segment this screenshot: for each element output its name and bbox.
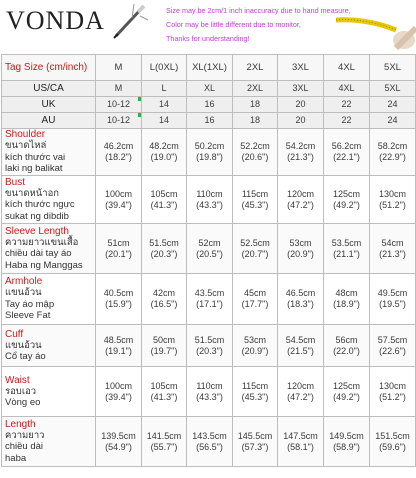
value-cm: 54.5cm	[285, 334, 316, 345]
region-label: US/CA	[2, 81, 96, 97]
measurement-label	[2, 224, 96, 274]
measurement-cell	[278, 176, 324, 224]
value-inch: (49.2")	[333, 391, 360, 402]
measurement-cell	[233, 325, 278, 367]
size-equivalent-cell: 20	[278, 113, 324, 129]
measurement-cell	[187, 417, 233, 467]
value-cm: 53.5cm	[331, 237, 362, 248]
value-cm: 105cm	[150, 380, 178, 391]
measurement-name: Shoulder	[5, 129, 46, 141]
value-inch: (17.1")	[196, 299, 223, 309]
measurement-translation: ขนาดไหล่	[5, 140, 47, 152]
value-cm: 120cm	[286, 188, 314, 199]
value-inch: (45.3")	[241, 391, 269, 402]
measurement-cell	[96, 176, 142, 224]
value-cm: 139.5cm	[101, 430, 136, 441]
value-inch: (51.2")	[379, 391, 406, 402]
measurement-name: Sleeve Length	[5, 225, 69, 237]
measurement-cell	[370, 274, 416, 325]
measurement-translation: ความยาว	[5, 429, 45, 441]
value-inch: (19.1")	[105, 345, 132, 356]
measurement-cell	[187, 367, 233, 417]
measurement-translation: haba	[5, 452, 27, 464]
size-equivalent-cell: 22	[324, 113, 370, 129]
value-inch: (56.5")	[196, 441, 223, 452]
brand-logo: VONDA	[6, 6, 105, 35]
measurement-cell	[233, 176, 278, 224]
value-inch: (22.6")	[379, 345, 406, 356]
measurement-cell	[142, 274, 187, 325]
size-notes	[166, 4, 351, 46]
tag-size-cell: XL(1XL)	[187, 55, 233, 81]
size-equivalent-cell: L	[142, 81, 187, 97]
value-inch: (39.4")	[105, 199, 132, 210]
measurement-cell	[187, 274, 233, 325]
measurement-row	[2, 129, 416, 176]
measurement-row	[2, 325, 416, 367]
value-inch: (21.3")	[379, 248, 406, 259]
value-inch: (41.3")	[150, 391, 178, 402]
value-inch: (19.0")	[150, 152, 178, 162]
measurement-cell	[324, 325, 370, 367]
value-inch: (20.9")	[241, 345, 269, 356]
measurement-label	[2, 367, 96, 417]
value-inch: (18.9")	[333, 299, 360, 309]
note-line: Thanks for understanding!	[166, 34, 250, 43]
measurement-cell	[233, 417, 278, 467]
value-cm: 145.5cm	[237, 430, 273, 441]
value-inch: (21.1")	[333, 248, 360, 259]
tag-size-cell: 3XL	[278, 55, 324, 81]
value-inch: (43.3")	[196, 199, 223, 210]
measurement-cell	[324, 274, 370, 325]
value-cm: 49.5cm	[377, 288, 408, 298]
value-cm: 54cm	[381, 237, 404, 248]
value-cm: 50.2cm	[194, 141, 225, 151]
size-equivalent-cell: 4XL	[324, 81, 370, 97]
value-cm: 54.2cm	[285, 141, 316, 151]
size-equivalent-cell: 10-12	[96, 113, 142, 129]
size-equivalent-cell: 18	[233, 113, 278, 129]
value-inch: (18.2")	[105, 152, 132, 162]
measurement-cell	[370, 417, 416, 467]
value-cm: 125cm	[332, 188, 360, 199]
value-inch: (22.9")	[379, 152, 406, 162]
size-equivalent-cell: 24	[370, 97, 416, 113]
tag-size-label: Tag Size (cm/inch)	[2, 55, 96, 81]
value-cm: 51.5cm	[194, 334, 225, 345]
measurement-row	[2, 417, 416, 467]
value-inch: (16.5")	[150, 299, 178, 309]
value-inch: (20.5")	[196, 248, 223, 259]
tag-size-row	[2, 55, 416, 81]
measurement-cell	[278, 417, 324, 467]
measurement-cell	[142, 176, 187, 224]
measurement-cell	[142, 129, 187, 176]
value-inch: (19.8")	[196, 152, 223, 162]
measurement-cell	[278, 224, 324, 274]
value-cm: 42cm	[152, 288, 175, 298]
size-equivalent-row	[2, 81, 416, 97]
value-cm: 149.5cm	[329, 430, 364, 441]
value-inch: (58.9")	[333, 441, 360, 452]
size-equivalent-cell: 16	[187, 97, 233, 113]
measurement-label	[2, 274, 96, 325]
value-inch: (20.3")	[196, 345, 223, 356]
value-inch: (20.9")	[287, 248, 314, 259]
measurement-cell	[96, 274, 142, 325]
value-inch: (59.6")	[379, 441, 406, 452]
size-equivalent-cell: 16	[187, 113, 233, 129]
value-cm: 45cm	[243, 288, 266, 298]
value-inch: (47.2")	[287, 391, 314, 402]
measurement-cell	[324, 224, 370, 274]
value-inch: (43.3")	[196, 391, 223, 402]
measurement-cell	[96, 224, 142, 274]
value-cm: 115cm	[241, 188, 269, 199]
size-equivalent-cell: 2XL	[233, 81, 278, 97]
size-equivalent-cell: XL	[187, 81, 233, 97]
measurement-translation: Sleeve Fat	[5, 310, 51, 322]
value-inch: (19.5")	[379, 299, 406, 309]
value-inch: (55.7")	[150, 441, 178, 452]
value-cm: 120cm	[286, 380, 314, 391]
tag-size-cell: L(0XL)	[142, 55, 187, 81]
value-inch: (22.1")	[333, 152, 360, 162]
measurement-translation: chiều dài tay áo	[5, 248, 72, 260]
measurement-translation: Tay áo mập	[5, 298, 55, 310]
measuring-tape-icon	[336, 0, 416, 54]
measurement-translation: ความยาวแขนเสื้อ	[5, 236, 79, 248]
measurement-cell	[324, 176, 370, 224]
measurement-cell	[324, 367, 370, 417]
tag-size-cell: 5XL	[370, 55, 416, 81]
measurement-translation: ขนาดหน้าอก	[5, 187, 60, 199]
value-cm: 51cm	[107, 237, 130, 248]
measurement-translation: kích thước ngực	[5, 199, 75, 211]
measurement-name: Armhole	[5, 276, 43, 288]
measurement-cell	[142, 367, 187, 417]
value-cm: 53cm	[243, 334, 266, 345]
measurement-translation: chiều dài	[5, 441, 44, 453]
value-inch: (49.2")	[333, 199, 360, 210]
measurement-translation: sukat ng dibdib	[5, 210, 69, 222]
size-equivalent-row	[2, 113, 416, 129]
size-equivalent-cell: 5XL	[370, 81, 416, 97]
value-cm: 43.5cm	[194, 288, 225, 298]
measurement-cell	[370, 325, 416, 367]
measurement-translation: Haba ng Manggas	[5, 259, 83, 271]
measurement-name: Waist	[5, 374, 30, 386]
measurement-cell	[278, 274, 324, 325]
value-cm: 46.2cm	[103, 141, 134, 151]
measurement-translation: รอบเอว	[5, 385, 37, 397]
size-equivalent-cell: 14	[142, 113, 187, 129]
value-inch: (20.1")	[105, 248, 132, 259]
measurement-label	[2, 129, 96, 176]
value-cm: 40.5cm	[103, 288, 134, 298]
value-inch: (22.0")	[333, 345, 360, 356]
measurement-cell	[233, 274, 278, 325]
region-label: UK	[2, 97, 96, 113]
value-cm: 115cm	[241, 380, 269, 391]
value-cm: 130cm	[378, 188, 406, 199]
size-equivalent-cell: 14	[142, 97, 187, 113]
size-equivalent-cell: 22	[324, 97, 370, 113]
value-cm: 48.2cm	[149, 141, 179, 151]
size-equivalent-cell: M	[96, 81, 142, 97]
measurement-cell	[233, 367, 278, 417]
measurement-cell	[187, 224, 233, 274]
value-cm: 130cm	[378, 380, 406, 391]
value-cm: 56.2cm	[331, 141, 362, 151]
measurement-name: Cuff	[5, 328, 24, 340]
tag-size-cell: 4XL	[324, 55, 370, 81]
measurement-translation: kích thước vai	[5, 151, 66, 163]
measurement-row	[2, 176, 416, 224]
value-inch: (54.9")	[105, 441, 132, 452]
value-inch: (47.2")	[287, 199, 314, 210]
size-equivalent-cell: 18	[233, 97, 278, 113]
value-cm: 125cm	[332, 380, 360, 391]
measurement-row	[2, 224, 416, 274]
header	[0, 0, 416, 54]
value-inch: (45.3")	[241, 199, 269, 210]
size-equivalent-cell: 10-12	[96, 97, 142, 113]
value-cm: 48cm	[335, 288, 358, 298]
value-inch: (19.7")	[150, 345, 178, 356]
value-cm: 141.5cm	[146, 430, 182, 441]
region-label: AU	[2, 113, 96, 129]
pen-icon	[110, 2, 150, 42]
value-cm: 52cm	[198, 237, 221, 248]
measurement-name: Bust	[5, 176, 26, 188]
measurement-cell	[96, 129, 142, 176]
value-inch: (21.3")	[287, 152, 314, 162]
measurement-cell	[233, 224, 278, 274]
value-inch: (41.3")	[150, 199, 178, 210]
value-cm: 58.2cm	[377, 141, 408, 151]
value-inch: (15.9")	[105, 299, 132, 309]
value-cm: 57.5cm	[377, 334, 408, 345]
value-cm: 100cm	[104, 188, 132, 199]
measurement-cell	[278, 325, 324, 367]
value-inch: (58.1")	[287, 441, 314, 452]
value-cm: 53cm	[289, 237, 312, 248]
value-cm: 151.5cm	[375, 430, 410, 441]
size-equivalent-cell: 20	[278, 97, 324, 113]
measurement-row	[2, 367, 416, 417]
value-inch: (17.7")	[241, 299, 269, 309]
measurement-cell	[278, 367, 324, 417]
value-cm: 100cm	[104, 380, 132, 391]
measurement-cell	[142, 224, 187, 274]
measurement-translation: Cổ tay áo	[5, 351, 46, 362]
measurement-translation: Vòng eo	[5, 397, 41, 408]
value-cm: 52.5cm	[240, 237, 270, 248]
value-inch: (20.7")	[241, 248, 269, 259]
measurement-translation: แขนอ้วน	[5, 339, 42, 351]
measurement-label	[2, 325, 96, 367]
value-cm: 51.5cm	[149, 237, 179, 248]
measurement-cell	[187, 325, 233, 367]
measurement-cell	[187, 129, 233, 176]
value-cm: 110cm	[196, 380, 223, 391]
measurement-translation: laki ng balikat	[5, 163, 63, 175]
value-cm: 52.2cm	[240, 141, 270, 151]
measurement-cell	[142, 417, 187, 467]
measurement-label	[2, 417, 96, 467]
measurement-cell	[96, 417, 142, 467]
value-inch: (20.6")	[241, 152, 269, 162]
value-cm: 143.5cm	[192, 430, 227, 441]
value-inch: (21.5")	[287, 345, 314, 356]
value-inch: (51.2")	[379, 199, 406, 210]
size-equivalent-row	[2, 97, 416, 113]
measurement-row	[2, 274, 416, 325]
measurement-cell	[370, 224, 416, 274]
tag-size-cell: M	[96, 55, 142, 81]
value-cm: 147.5cm	[283, 430, 318, 441]
measurement-translation: แขนอ้วน	[5, 287, 42, 299]
value-cm: 50cm	[152, 334, 175, 345]
measurement-label	[2, 176, 96, 224]
value-cm: 46.5cm	[285, 288, 316, 298]
value-cm: 48.5cm	[103, 334, 134, 345]
note-line: Size may be 2cm/1 inch inaccuracy due to hand measure,	[166, 6, 351, 15]
measurement-cell	[370, 367, 416, 417]
measurement-cell	[96, 325, 142, 367]
measurement-name: Length	[5, 418, 36, 430]
value-inch: (20.3")	[150, 248, 178, 259]
size-chart-table	[1, 54, 416, 467]
measurement-cell	[233, 129, 278, 176]
value-inch: (57.3")	[241, 441, 269, 452]
value-cm: 56cm	[335, 334, 358, 345]
size-equivalent-cell: 3XL	[278, 81, 324, 97]
size-equivalent-cell: 24	[370, 113, 416, 129]
value-cm: 105cm	[150, 188, 178, 199]
measurement-cell	[370, 129, 416, 176]
measurement-cell	[96, 367, 142, 417]
measurement-cell	[370, 176, 416, 224]
tag-size-cell: 2XL	[233, 55, 278, 81]
value-cm: 110cm	[196, 188, 223, 199]
measurement-cell	[278, 129, 324, 176]
measurement-cell	[324, 417, 370, 467]
value-inch: (39.4")	[105, 391, 132, 402]
measurement-cell	[187, 176, 233, 224]
measurement-cell	[142, 325, 187, 367]
note-line: Color may be little different due to monitor,	[166, 20, 301, 29]
value-inch: (18.3")	[287, 299, 314, 309]
measurement-cell	[324, 129, 370, 176]
